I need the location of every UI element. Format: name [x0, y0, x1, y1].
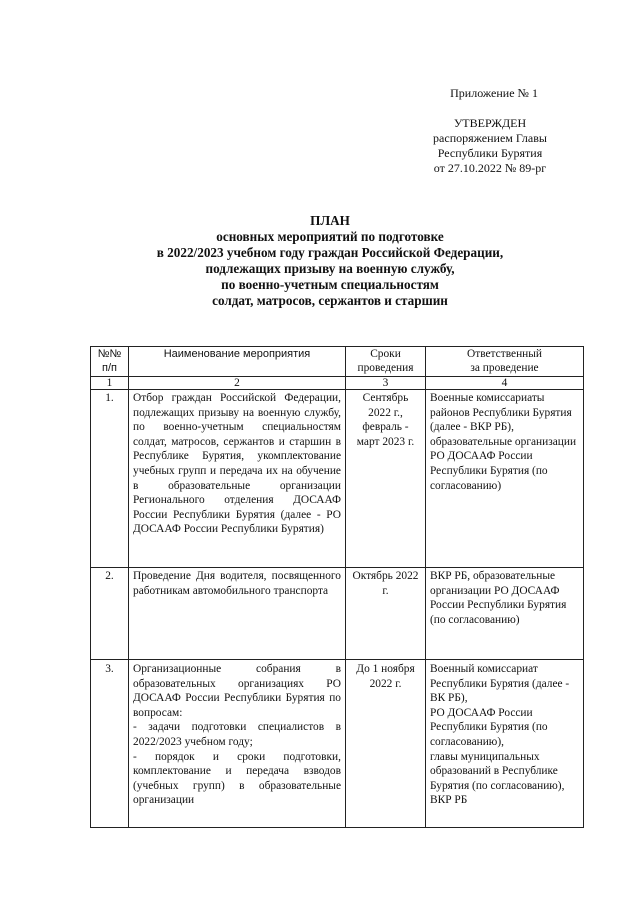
- column-number: 3: [346, 377, 426, 390]
- row-term: До 1 ноября 2022 г.: [346, 660, 426, 828]
- title-line-5: по военно-учетным специальностям: [221, 277, 439, 292]
- table-row: [91, 660, 584, 828]
- responsible-entry: главы муниципальных образований в Республике Бурятия (по согласованию),: [430, 750, 565, 792]
- column-number-row: [91, 377, 584, 390]
- table-header-row: [91, 347, 584, 377]
- row-num: 3.: [91, 660, 129, 828]
- header-responsible-line-1: Ответственный: [466, 348, 543, 360]
- row-event-name: [129, 660, 346, 828]
- title-line-1: ПЛАН: [310, 213, 350, 228]
- column-number: 2: [129, 377, 346, 390]
- row-responsible: [426, 660, 584, 828]
- responsible-entry: ВКР РБ: [430, 794, 468, 807]
- title-line-6: солдат, матросов, сержантов и старшин: [212, 293, 448, 308]
- row-responsible: Военные комиссариаты районов Республики Бурятия (далее - ВКР РБ), образовательные организации РО ДОСААФ России Республики Бурятия (по согласованию): [426, 390, 584, 568]
- responsible-entry: РО ДОСААФ России Республики Бурятия (по согласованию),: [430, 706, 548, 748]
- event-intro: Организационные собрания в образовательных организациях РО ДОСААФ России Республики Бурятия по вопросам:: [133, 663, 341, 719]
- row-responsible: ВКР РБ, образовательные организации РО ДОСААФ России Республики Бурятия (по согласованию): [426, 568, 584, 660]
- header-responsible: [426, 347, 584, 377]
- header-term: Сроки проведения: [346, 347, 426, 377]
- row-term: Сентябрь 2022 г., февраль - март 2023 г.: [346, 390, 426, 568]
- row-num: 1.: [91, 390, 129, 568]
- annex-label: Приложение № 1: [450, 86, 538, 100]
- row-term: Октябрь 2022 г.: [346, 568, 426, 660]
- document-title: [80, 213, 580, 309]
- row-event-name: Проведение Дня водителя, посвященного работникам автомобильного транспорта: [129, 568, 346, 660]
- row-event-name: Отбор граждан Российской Федерации, подлежащих призыву на военную службу, по военно-учетным специальностям солдат, матросов, сержантов и старшин в Республике Бурятия, укомплектование учебных групп и передача их на обучение в образовательные организации Регионального отделения ДОСААФ России Республики Бурятия (далее - РО ДОСААФ России Республики Бурятия): [129, 390, 346, 568]
- responsible-entry: Военный комиссариат Республики Бурятия (далее - ВК РБ),: [430, 663, 570, 705]
- order-line-1: распоряжением Главы: [433, 131, 547, 145]
- approved-label: УТВЕРЖДЕН: [453, 116, 527, 130]
- approval-block: [412, 86, 568, 176]
- column-number: 4: [426, 377, 584, 390]
- header-num: №№ п/п: [91, 347, 129, 377]
- title-line-3: в 2022/2023 учебном году граждан Российской Федерации,: [156, 245, 504, 260]
- event-item: - задачи подготовки специалистов в 2022/2023 учебном году;: [133, 721, 341, 748]
- plan-table: [90, 346, 584, 828]
- event-item: - порядок и сроки подготовки, комплектование и передача взводов (учебных групп) в образовательные организации: [133, 750, 341, 807]
- title-line-2: основных мероприятий по подготовке: [216, 229, 444, 244]
- column-number: 1: [91, 377, 129, 390]
- row-num: 2.: [91, 568, 129, 660]
- table-row: [91, 390, 584, 568]
- header-responsible-line-2: за проведение: [470, 361, 539, 374]
- order-line-2: Республики Бурятия: [437, 146, 543, 160]
- table-row: [91, 568, 584, 660]
- title-line-4: подлежащих призыву на военную службу,: [205, 261, 455, 276]
- order-date: от 27.10.2022 № 89-рг: [433, 161, 547, 175]
- header-name: Наименование мероприятия: [129, 347, 346, 377]
